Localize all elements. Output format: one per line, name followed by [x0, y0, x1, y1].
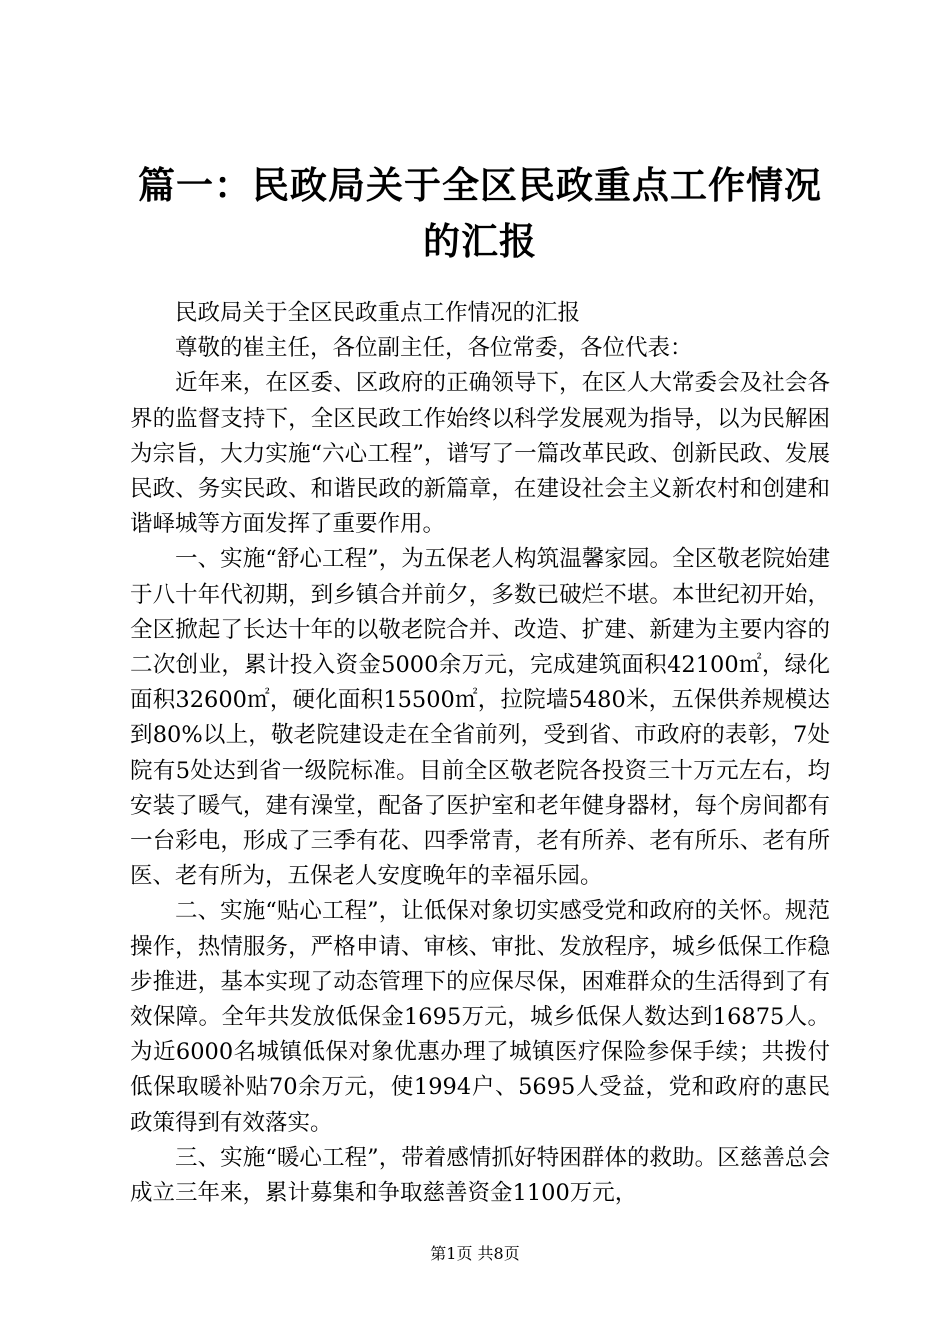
paragraph-section-3: 三、实施“暖心工程”，带着感情抓好特困群体的救助。区慈善总会成立三年来，累计募集和争取慈善资金1100万元， — [130, 1144, 830, 1207]
document-title: 篇一：民政局关于全区民政重点工作情况的汇报 — [138, 164, 822, 263]
paragraph-salutation: 尊敬的崔主任，各位副主任，各位常委，各位代表： — [175, 335, 693, 362]
page-number-footer: 第1页 共8页 — [430, 1244, 520, 1263]
paragraph-intro: 近年来，在区委、区政府的正确领导下，在区人大常委会及社会各界的监督支持下，全区民政工作始终以科学发展观为指导，以为民解困为宗旨，大力实施“六心工程”，谱写了一篇改革民政、创新民政、发展民政、务实民政、和谐民政的新篇章，在建设社会主义新农村和创建和谐峄城等方面发挥了重要作用。 — [130, 370, 830, 538]
paragraph-section-2: 二、实施“贴心工程”，让低保对象切实感受党和政府的关怀。规范操作，热情服务，严格申请、审核、审批、发放程序，城乡低保工作稳步推进，基本实现了动态管理下的应保尽保，困难群众的生活得到了有效保障。全年共发放低保金1695万元，城乡低保人数达到16875人。为近6000名城镇低保对象优惠办理了城镇医疗保险参保手续；共拨付低保取暖补贴70余万元，使1994户、5695人受益，党和政府的惠民政策得到有效落实。 — [130, 898, 830, 1136]
paragraph-subtitle: 民政局关于全区民政重点工作情况的汇报 — [175, 300, 581, 326]
document-body — [130, 296, 830, 1211]
paragraph-section-1: 一、实施“舒心工程”，为五保老人构筑温馨家园。全区敬老院始建于八十年代初期，到乡镇合并前夕，多数已破烂不堪。本世纪初开始，全区掀起了长达十年的以敬老院合并、改造、扩建、新建为主要内容的二次创业，累计投入资金5000余万元，完成建筑面积42100㎡，绿化面积32600㎡，硬化面积15500㎡，拉院墙5480米，五保供养规模达到80%以上，敬老院建设走在全省前列，受到省、市政府的表彰，7处院有5处达到省一级院标准。目前全区敬老院各投资三十万元左右，均安装了暖气，建有澡堂，配备了医护室和老年健身器材，每个房间都有一台彩电，形成了三季有花、四季常青，老有所养、老有所乐、老有所医、老有所为，五保老人安度晚年的幸福乐园。 — [130, 546, 830, 890]
